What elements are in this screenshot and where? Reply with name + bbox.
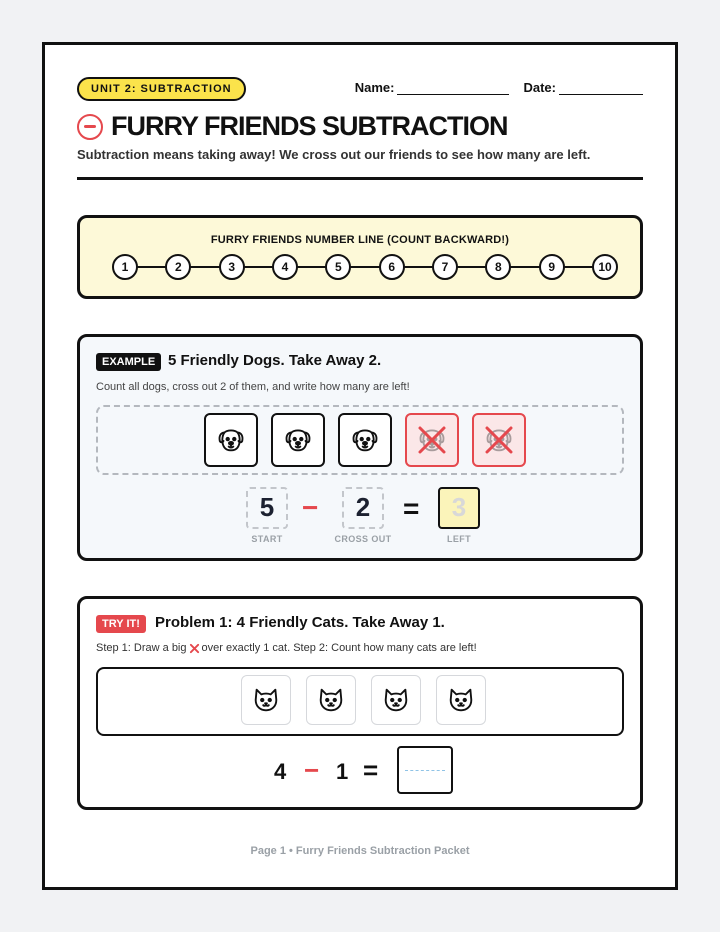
problem-1-answer-box[interactable] <box>397 746 453 794</box>
number-line-circle-1: 1 <box>112 254 138 280</box>
number-line-circle-10: 10 <box>592 254 618 280</box>
dog-card <box>271 413 325 467</box>
number-line-title: FURRY FRIENDS NUMBER LINE (COUNT BACKWARD!) <box>210 234 510 246</box>
cat-icon <box>251 685 281 715</box>
minus-sign: − <box>302 492 319 523</box>
left-label: LEFT <box>446 534 472 544</box>
number-line <box>112 254 612 280</box>
try-it-badge: TRY IT! <box>96 615 146 633</box>
dog-icon <box>216 425 246 455</box>
title-row <box>77 111 508 142</box>
dog-card <box>338 413 392 467</box>
number-line-circle-6: 6 <box>379 254 405 280</box>
cross-out-x-icon <box>415 423 449 457</box>
cat-icon <box>316 685 346 715</box>
name-date-fields <box>355 80 643 95</box>
date-field[interactable] <box>559 81 643 95</box>
name-label: Name: <box>354 80 395 95</box>
worksheet-page <box>42 42 678 890</box>
number-line-track <box>122 266 598 268</box>
cat-card[interactable] <box>241 675 291 725</box>
number-line-card <box>77 215 643 299</box>
equation-crossout-box: 2 <box>342 487 384 529</box>
example-badge: EXAMPLE <box>96 353 161 371</box>
header-divider <box>77 177 643 180</box>
minus-circle-icon <box>77 114 103 140</box>
problem-1-equals: = <box>363 755 379 785</box>
red-x-icon <box>189 643 200 654</box>
dog-icon <box>283 425 313 455</box>
date-label: Date: <box>523 80 556 95</box>
example-instruction: Count all dogs, cross out 2 of them, and write how many are left! <box>96 381 410 393</box>
cross-out-label: CROSS OUT <box>334 534 392 544</box>
number-line-circle-4: 4 <box>272 254 298 280</box>
problem-1-card <box>77 596 643 810</box>
number-line-circle-9: 9 <box>539 254 565 280</box>
problem-1-cats-area <box>96 667 624 736</box>
unit-badge: UNIT 2: SUBTRACTION <box>77 77 246 101</box>
problem-1-heading: Problem 1: 4 Friendly Cats. Take Away 1. <box>155 614 445 631</box>
cat-card[interactable] <box>371 675 421 725</box>
page-subtitle: Subtraction means taking away! We cross out our friends to see how many are left. <box>77 147 591 162</box>
writing-guide-line <box>405 770 445 771</box>
equation-start-box: 5 <box>246 487 288 529</box>
page-footer: Page 1 • Furry Friends Subtraction Packet <box>250 845 470 857</box>
cat-card[interactable] <box>436 675 486 725</box>
problem-1-instruction <box>96 642 477 654</box>
name-field[interactable] <box>397 81 509 95</box>
number-line-circle-5: 5 <box>325 254 351 280</box>
example-card <box>77 334 643 561</box>
start-label: START <box>251 534 283 544</box>
dog-crossed-out <box>405 413 459 467</box>
problem-1-minus: − <box>304 755 320 785</box>
cat-card[interactable] <box>306 675 356 725</box>
cat-icon <box>381 685 411 715</box>
instruction-part-2: over exactly 1 cat. Step 2: Count how many cats are left! <box>201 642 477 654</box>
page-title: FURRY FRIENDS SUBTRACTION <box>111 111 508 141</box>
number-line-circle-3: 3 <box>219 254 245 280</box>
dog-crossed-out <box>472 413 526 467</box>
equation-left-box: 3 <box>438 487 480 529</box>
cat-icon <box>446 685 476 715</box>
cross-out-x-icon <box>482 423 516 457</box>
example-dogs-area <box>96 405 624 475</box>
example-heading: 5 Friendly Dogs. Take Away 2. <box>168 352 382 369</box>
number-line-circle-7: 7 <box>432 254 458 280</box>
equals-sign: = <box>403 493 420 524</box>
instruction-part-1: Step 1: Draw a big <box>96 642 187 654</box>
dog-card <box>204 413 258 467</box>
problem-1-start: 4 <box>274 759 287 784</box>
problem-1-take-away: 1 <box>336 759 349 784</box>
number-line-circle-2: 2 <box>165 254 191 280</box>
number-line-circle-8: 8 <box>485 254 511 280</box>
dog-icon <box>350 425 380 455</box>
